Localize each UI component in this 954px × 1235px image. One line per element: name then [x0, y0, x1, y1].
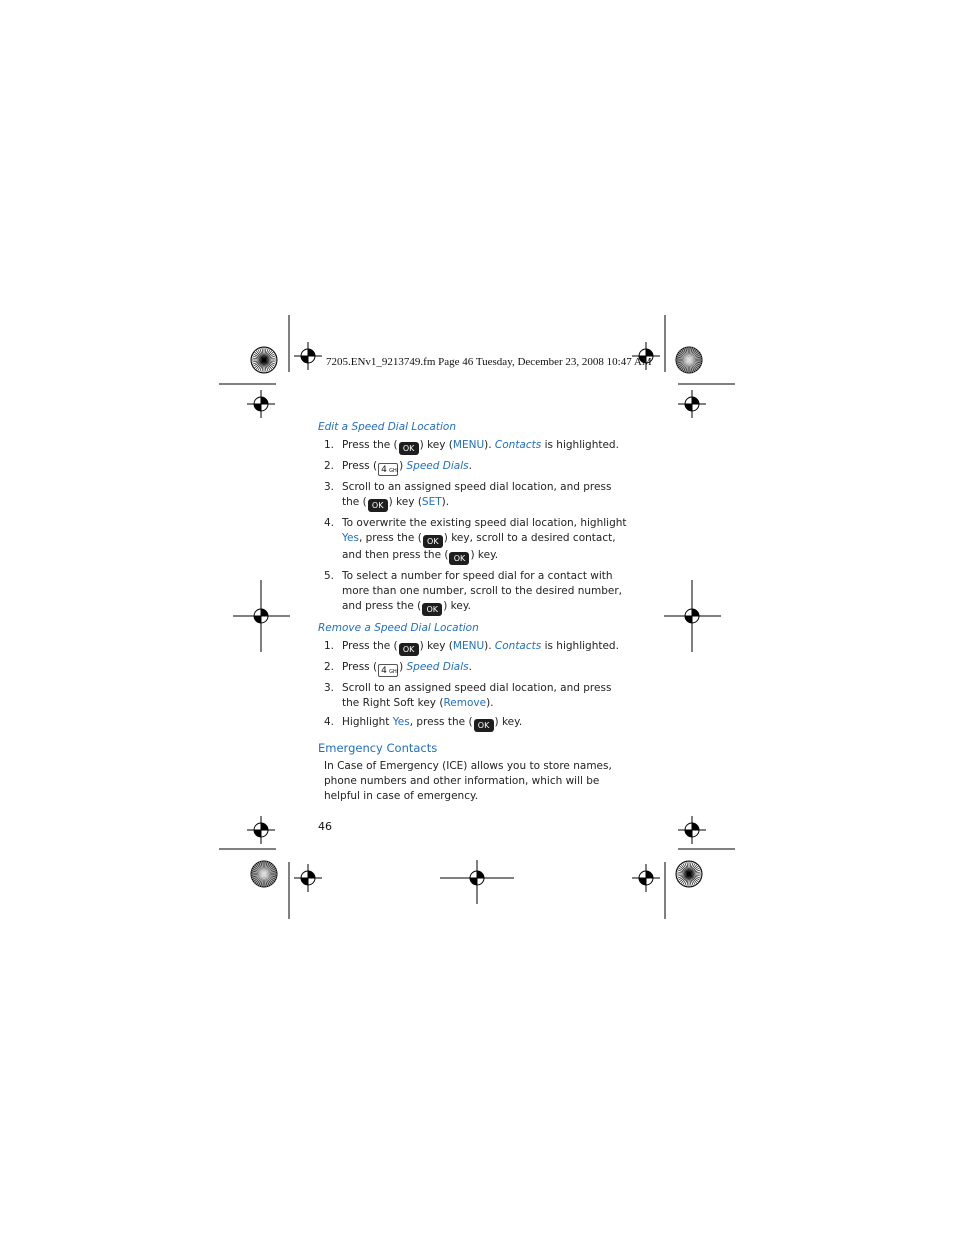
- set-label: SET: [421, 496, 442, 508]
- list-item: 3. Scroll to an assigned speed dial location, and press the ( OK ) key (SET).: [324, 481, 612, 510]
- list-item: 5. To select a number for speed dial for a contact with more than one number, scroll to the desired number, and press the ( OK ) key.: [324, 570, 623, 614]
- yes-label: Yes: [392, 716, 410, 728]
- ok-key-icon: OK: [399, 442, 419, 455]
- remove-steps-list: [318, 639, 628, 732]
- starburst-mark-icon: [251, 347, 277, 373]
- ok-key-icon: OK: [368, 499, 388, 512]
- list-item: 4. To overwrite the existing speed dial location, highlight Yes, press the ( OK ) key, scroll to a desired contact, and then press the ( OK ) key.: [324, 517, 627, 563]
- contacts-label: Contacts: [494, 640, 542, 652]
- list-item: 1. Press the ( OK ) key (MENU). Contacts is highlighted.: [324, 439, 619, 453]
- menu-label: MENU: [452, 439, 485, 451]
- emergency-contacts-paragraph: In Case of Emergency (ICE) allows you to store names, phone numbers and other information, which will be helpful in case of emergency.: [324, 760, 612, 802]
- speed-dials-label: Speed Dials: [406, 460, 469, 472]
- starburst-mark-icon: [676, 347, 702, 373]
- speed-dials-label: Speed Dials: [406, 661, 469, 673]
- list-item: 2. Press ( 4 GHI ) Speed Dials.: [324, 460, 472, 475]
- list-item: 3. Scroll to an assigned speed dial location, and press the Right Soft key (Remove).: [324, 682, 612, 709]
- list-item: 2. Press ( 4 GHI ) Speed Dials.: [324, 661, 472, 676]
- ok-key-icon: OK: [423, 535, 443, 548]
- menu-label: MENU: [452, 640, 485, 652]
- registration-target-icon: [678, 390, 706, 418]
- ok-key-icon: OK: [399, 643, 419, 656]
- key-4-icon: 4 GHI: [378, 664, 398, 677]
- starburst-mark-icon: [251, 861, 277, 887]
- edit-steps-list: [318, 438, 628, 616]
- key-4-icon: 4 GHI: [378, 463, 398, 476]
- registration-target-icon: [294, 864, 322, 892]
- print-header: 7205.ENv1_9213749.fm Page 46 Tuesday, December 23, 2008 10:47 AM: [326, 356, 652, 368]
- list-item: 4. Highlight Yes, press the ( OK ) key.: [324, 716, 523, 730]
- section-title-remove: Remove a Speed Dial Location: [318, 622, 479, 634]
- page-number: 46: [318, 820, 332, 833]
- registration-target-icon: [294, 342, 322, 370]
- remove-label: Remove: [443, 697, 487, 709]
- ok-key-icon: OK: [422, 603, 442, 616]
- section-title-edit: Edit a Speed Dial Location: [318, 421, 456, 433]
- yes-label: Yes: [342, 532, 359, 544]
- registration-target-icon: [678, 816, 706, 844]
- contacts-label: Contacts: [494, 439, 542, 451]
- list-item: 1. Press the ( OK ) key (MENU). Contacts is highlighted.: [324, 640, 619, 654]
- registration-target-icon: [632, 864, 660, 892]
- registration-target-icon: [247, 816, 275, 844]
- starburst-mark-icon: [676, 861, 702, 887]
- registration-target-icon: [247, 390, 275, 418]
- page-content: [318, 420, 628, 804]
- emergency-contacts-heading: Emergency Contacts: [318, 741, 438, 755]
- ok-key-icon: OK: [474, 719, 494, 732]
- ok-key-icon: OK: [449, 552, 469, 565]
